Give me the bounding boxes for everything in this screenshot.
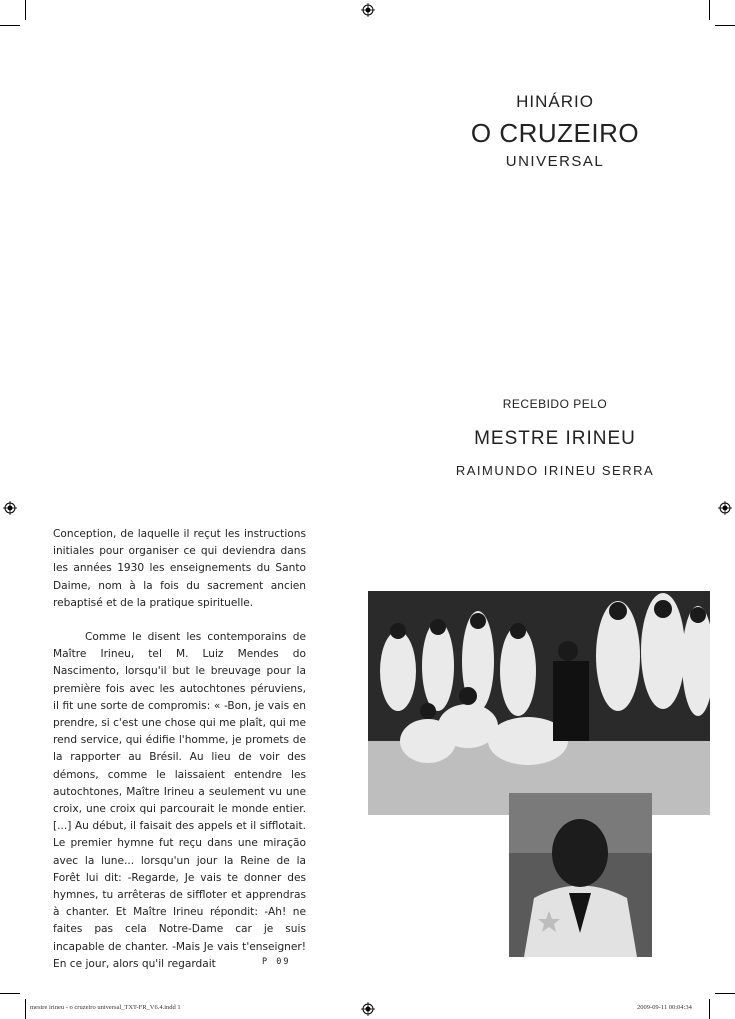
group-ceremony-photo xyxy=(368,591,710,815)
portrait-photo xyxy=(509,793,652,957)
title-main: O CRUZEIRO xyxy=(470,118,640,148)
print-slug-timestamp: 2009-09-11 00:04:34 xyxy=(637,1004,692,1011)
body-paragraph: Comme le disent les contemporains de Maître Irineu, tel M. Luiz Mendes do Nascimento, lorsqu'il but le breuvage pour la première fois avec les autochtones péruviens, il fit une sorte de compromis: « -Bon, je vais en prendre, si c'est une chose qui me plaît, qui me rend service, qui édifie l'homme, je promets de la rapporter au Brésil. Au lieu de voir des démons, comme le laissaient entendre les autochtones, Maître Irineu a seulement vu une croix, une croix qui parcourait le monde entier. [...] Au début, il faisait des appels et il sifflotait. Le premier hymne fut reçu dans une miração avec la lune... lorsqu'un jour la Reine de la Forêt lui dit: -Regarde, Je vais te donner des hymnes, tu arrêteras de siffloter et apprendras à chanter. Et Maître Irineu répondit: -Ah! ne faites pas cela Notre-Dame car je suis incapable de chanter. -Mais Je vais t'enseigner! En ce jour, alors qu'il regardait xyxy=(53,631,306,970)
page-number: P 09 xyxy=(262,957,291,967)
crop-mark xyxy=(0,993,20,994)
registration-mark-icon xyxy=(3,501,17,515)
registration-mark-icon xyxy=(718,501,732,515)
crop-mark xyxy=(25,999,26,1019)
print-slug-filename: mestre irineu - o cruzeiro universal_TXT-FR_V6.4.indd 1 xyxy=(30,1004,181,1011)
attribution-intro: RECEBIDO PELO xyxy=(502,397,608,411)
body-paragraph: Conception, de laquelle il reçut les instructions initiales pour organiser ce qui deviendra dans les années 1930 les enseignements du Santo Daime, nom à la fois du sacrement ancien rebaptisé et de la pratique spirituelle. xyxy=(53,528,306,609)
attribution-name: MESTRE IRINEU xyxy=(474,428,636,449)
group-photo-illustration xyxy=(368,591,710,815)
attribution-full-name: RAIMUNDO IRINEU SERRA xyxy=(455,463,655,478)
registration-mark-icon xyxy=(361,1002,375,1016)
body-text xyxy=(53,526,306,973)
crop-mark xyxy=(0,25,20,26)
crop-mark xyxy=(709,0,710,20)
crop-mark xyxy=(715,993,735,994)
registration-mark-icon xyxy=(361,3,375,17)
crop-mark xyxy=(709,999,710,1019)
portrait-illustration xyxy=(509,793,652,957)
title-hinario: HINÁRIO xyxy=(516,92,594,111)
title-universal: UNIVERSAL xyxy=(505,153,605,170)
crop-mark xyxy=(715,25,735,26)
crop-mark xyxy=(25,0,26,20)
